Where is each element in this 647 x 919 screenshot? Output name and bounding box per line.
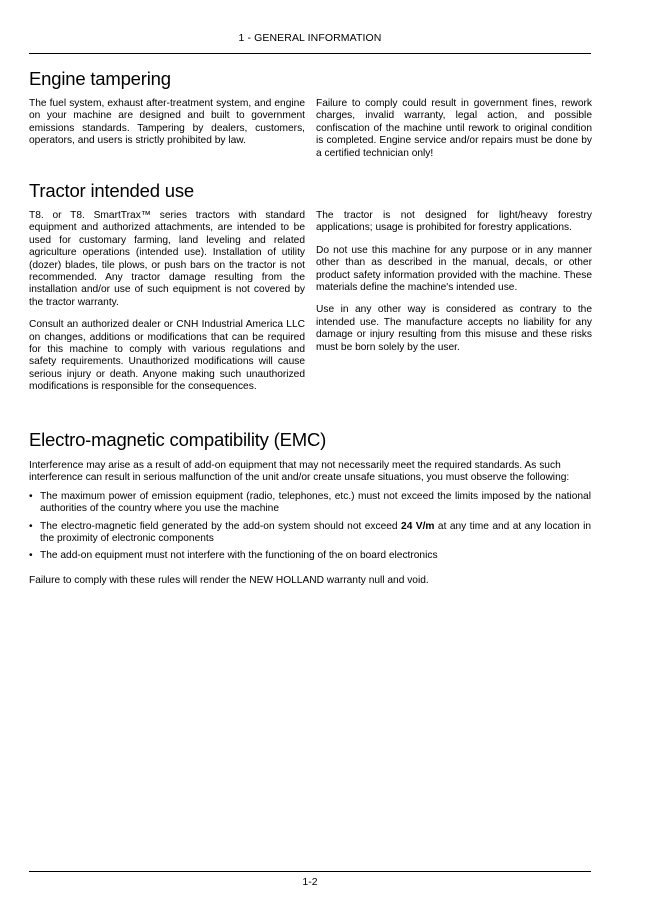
paragraph: The tractor is not designed for light/heavy forestry applications; usage is prohibited for forestry applications.: [316, 210, 592, 234]
section-heading-emc: Electro-magnetic compatibility (EMC): [29, 429, 327, 450]
bullet-text: The maximum power of emission equipment (radio, telephones, etc.) must not exceed the limits imposed by the national authorities of the country where you use the machine: [40, 490, 591, 515]
bullet-icon: •: [29, 550, 33, 562]
emc-bullet-list: [29, 491, 591, 563]
bullet-icon: •: [29, 490, 33, 502]
section-heading-tractor-intended-use: Tractor intended use: [29, 180, 194, 201]
paragraph: Failure to comply could result in government fines, rework charges, invalid warranty, legal action, and possible confiscation of the machine until rework to original condition is completed. Engine service and/or repairs must be done by a certified technician only!: [316, 98, 592, 159]
bullet-text-after: at any time and at any location in the proximity of electronic components: [40, 520, 591, 545]
footer-divider: [29, 871, 591, 872]
bullet-icon: •: [29, 520, 33, 532]
page-number: 1-2: [302, 876, 318, 888]
engine-right-column: [316, 98, 592, 170]
tractor-left-column: [29, 210, 305, 404]
header-divider: [29, 53, 591, 54]
tractor-right-column: [316, 210, 592, 364]
engine-left-column: [29, 98, 305, 158]
paragraph: T8. or T8. SmartTrax™ series tractors with standard equipment and authorized attachments, are intended to be used for customary farming, land leveling and related agriculture operations (intended use). Installation of utility (dozer) blades, tile plows, or push bars on the tractor is not recommended. Any tractor damage resulting from the installation and/or use of such equipment is not covered by the tractor warranty.: [29, 210, 305, 308]
list-item: [29, 521, 591, 546]
emc-body: [29, 460, 591, 587]
paragraph: The fuel system, exhaust after-treatment system, and engine on your machine are designed and built to government emissions standards. Tampering by dealers, customers, operators, and users is strictly prohibited by law.: [29, 98, 305, 147]
paragraph: Consult an authorized dealer or CNH Industrial America LLC on changes, additions or modifications that can be required for this machine to comply with various regulations and safety requirements. Unauthorized modifications will cause serious injury or death. Anyone making such unauthorized modifications is responsible for the consequences.: [29, 319, 305, 393]
bullet-text-bold: 24 V/m: [401, 520, 435, 532]
section-heading-engine-tampering: Engine tampering: [29, 68, 171, 89]
paragraph: Use in any other way is considered as contrary to the intended use. The manufacture accepts no liability for any damage or injury resulting from this misuse and these risks must be born solely by the user.: [316, 304, 592, 353]
page-header-title: 1 - GENERAL INFORMATION: [238, 32, 382, 44]
list-item: [29, 550, 591, 562]
emc-closing: Failure to comply with these rules will render the NEW HOLLAND warranty null and void.: [29, 574, 429, 586]
list-item: [29, 491, 591, 516]
bullet-text-before: The electro-magnetic field generated by the add-on system should not exceed: [40, 520, 402, 532]
emc-intro: Interference may arise as a result of add-on equipment that may not necessarily meet the required standards. As such interference can result in serious malfunction of the unit and/or create unsafe situations, you must observe the following:: [29, 460, 570, 484]
bullet-text: The add-on equipment must not interfere with the functioning of the on board electronics: [40, 550, 438, 562]
paragraph: Do not use this machine for any purpose or in any manner other than as described in the manual, decals, or other product safety information provided with the machine. These materials define the machine's intended use.: [316, 244, 592, 294]
